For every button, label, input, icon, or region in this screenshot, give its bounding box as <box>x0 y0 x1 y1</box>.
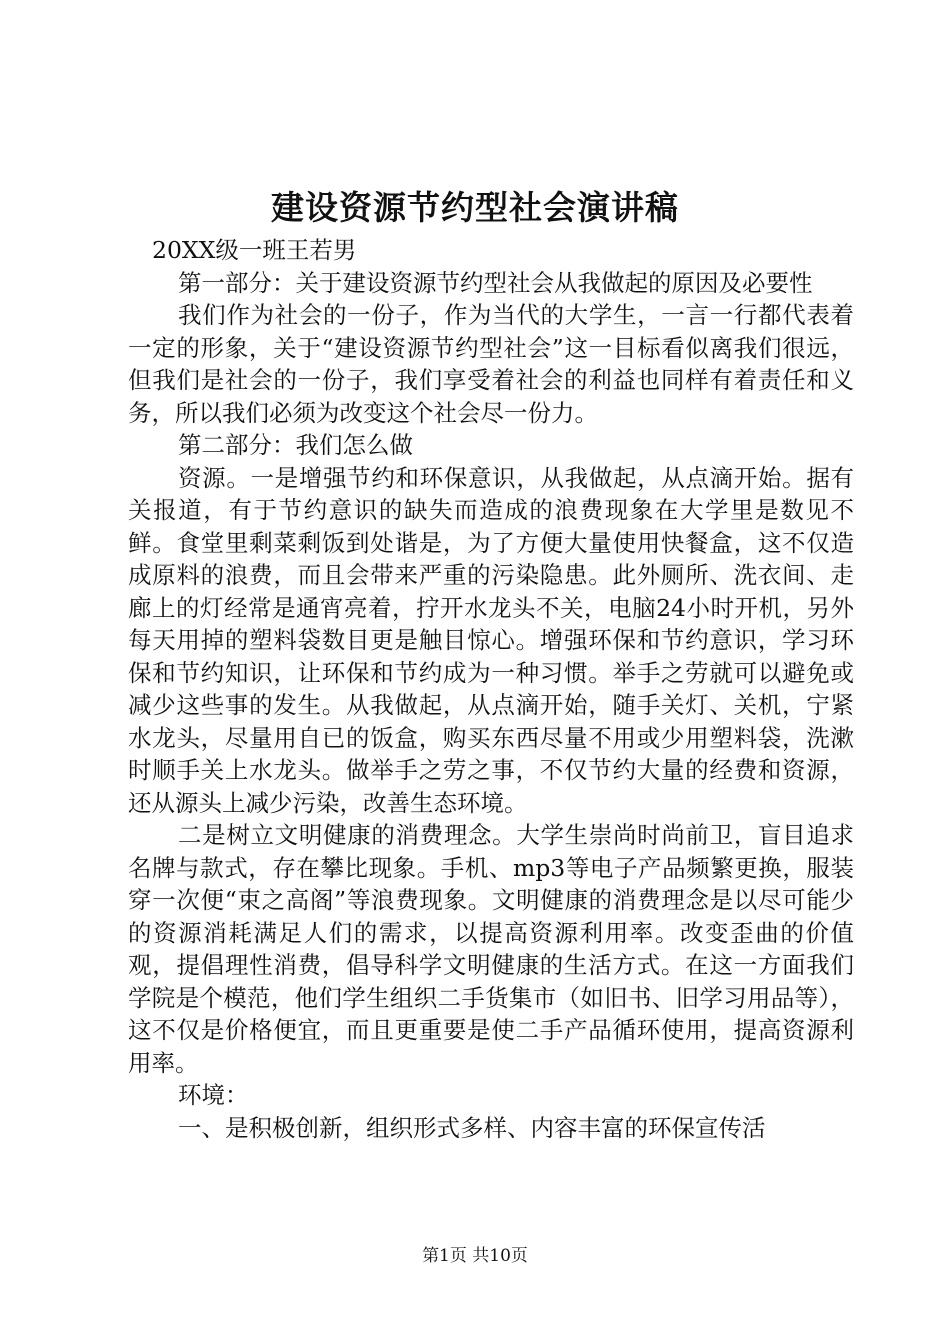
page-number-footer: 第1页 共10页 <box>422 1246 528 1266</box>
section-heading-environment: 环境： <box>178 1081 249 1109</box>
document-body <box>128 234 854 1144</box>
paragraph-reason: 我们作为社会的一份子，作为当代的大学生，一言一行都代表着一定的形象，关于“建设资源节约型社会”这一目标看似离我们很远，但我们是社会的一份子，我们享受着社会的利益也同样有着责任和义务，所以我们必须为改变这个社会尽一份力。 <box>128 301 854 427</box>
document-title: 建设资源节约型社会演讲稿 <box>271 188 679 227</box>
section-heading-part-one: 第一部分：关于建设资源节约型社会从我做起的原因及必要性 <box>178 268 813 297</box>
paragraph-environment-one: 一、是积极创新，组织形式多样、内容丰富的环保宣传活 <box>178 1113 766 1142</box>
author-line: 20XX级一班王若男 <box>152 236 357 264</box>
paragraph-resources: 资源。一是增强节约和环保意识，从我做起，从点滴开始。据有关报道，有于节约意识的缺失而造成的浪费现象在大学里是数见不鲜。食堂里剩菜剩饭到处谐是，为了方便大量使用快餐盒，这不仅造成原料的浪费，而且会带来严重的污染隐患。此外厕所、洗衣间、走廊上的灯经常是通宵亮着，拧开水龙头不关，电脑24小时开机，另外每天用掉的塑料袋数目更是触目惊心。增强环保和节约意识，学习环保和节约知识，让环保和节约成为一种习惯。举手之劳就可以避免或减少这些事的发生。从我做起，从点滴开始，随手关灯、关机，宁紧水龙头，尽量用自已的饭盒，购买东西尽量不用或少用塑料袋，洗漱时顺手关上水龙头。做举手之劳之事，不仅节约大量的经费和资源，还从源头上减少污染，改善生态环境。 <box>128 463 854 817</box>
section-heading-part-two: 第二部分：我们怎么做 <box>178 431 413 459</box>
paragraph-consumption: 二是树立文明健康的消费理念。大学生崇尚时尚前卫，盲目追求名牌与款式，存在攀比现象。手机、mp3等电子产品频繁更换，服装穿一次便“束之高阁”等浪费现象。文明健康的消费理念是以尽可能少的资源消耗满足人们的需求，以提高资源利用率。改变歪曲的价值观，提倡理性消费，倡导科学文明健康的生活方式。在这一方面我们学院是个模范，他们学生组织二手货集市（如旧书、旧学习用品等），这不仅是价格便宜，而且更重要是使二手产品循环使用，提高资源利用率。 <box>128 821 854 1077</box>
